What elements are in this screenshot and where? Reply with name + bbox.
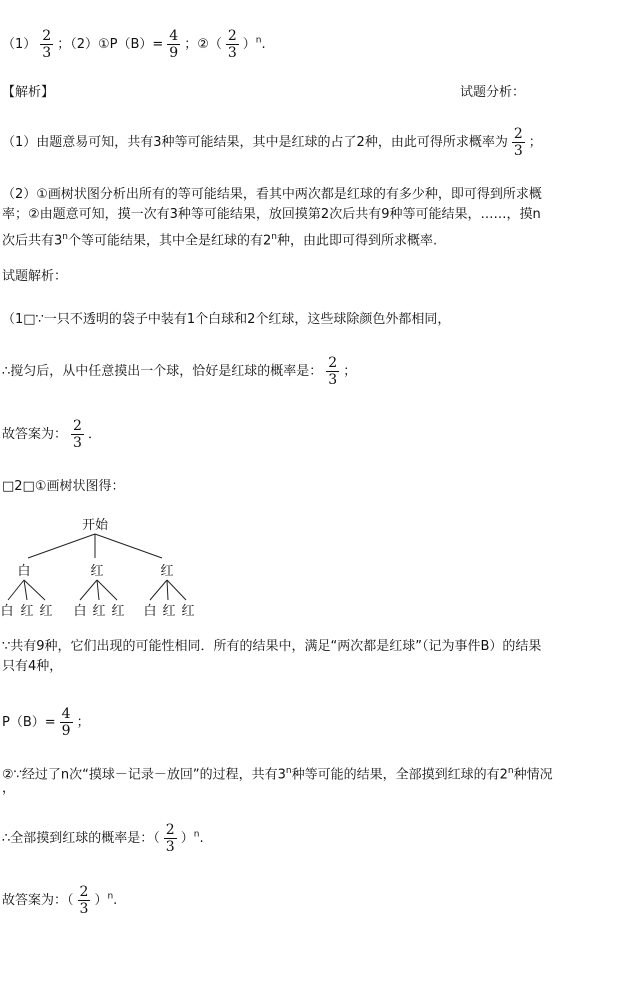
exponent: n — [271, 232, 277, 242]
solution-3-line-2: ， — [2, 781, 16, 796]
analysis-2-line-3a: 次后共有3 — [2, 233, 63, 249]
analysis-2-line-3 — [2, 228, 437, 250]
solution-1-line: （1□∵一只不透明的袋子中装有1个白球和2个红球，这些球除颜色外都相同， — [2, 312, 451, 327]
solution-2-text-line-2: 只有4种， — [2, 659, 63, 674]
answer-part2: ；（2）①P（B）= — [57, 37, 164, 52]
solution-3-line-1 — [2, 762, 553, 784]
exponent: n — [62, 232, 68, 242]
final-answer — [2, 884, 117, 917]
solution-1-answer-fraction — [71, 418, 84, 451]
answer-suffix: ． — [87, 427, 101, 442]
fraction-numerator: 2 — [513, 126, 523, 142]
solution-1-prob-suffix: ； — [343, 364, 357, 379]
answer-end: . — [261, 37, 266, 52]
tree-l2-node-5: 红 — [92, 604, 106, 619]
solution-3-probability — [2, 822, 204, 855]
fraction-numerator: 2 — [165, 822, 175, 838]
solution-label: 试题解析： — [2, 269, 68, 284]
branch-3-3 — [167, 580, 186, 600]
analysis-1-suffix: ； — [528, 135, 542, 150]
fraction-numerator: 4 — [169, 28, 179, 44]
analysis-1-fraction — [512, 126, 525, 159]
answer-part3: ；②（ — [184, 37, 222, 52]
branch-2-3 — [97, 580, 117, 600]
solution-3-line-1a: ②∵经过了n次“摸球－记录－放回”的过程，共有3 — [2, 767, 286, 783]
solution-3-prob-end: . — [199, 831, 204, 846]
solution-1-answer — [2, 418, 101, 451]
fraction-numerator: 2 — [79, 884, 89, 900]
answer-line — [2, 28, 266, 61]
exponent: n — [255, 35, 262, 46]
tree-l2-node-7: 白 — [143, 604, 157, 619]
fraction-denominator: 3 — [73, 435, 82, 451]
fraction-numerator: 2 — [227, 28, 237, 44]
tree-l2-node-3: 红 — [39, 604, 53, 619]
branch-2-1 — [80, 580, 97, 600]
exponent: n — [107, 891, 114, 902]
final-answer-suffix: ） — [94, 893, 108, 908]
fraction-denominator: 9 — [169, 45, 179, 61]
fraction-denominator: 3 — [165, 839, 175, 855]
pb-fraction — [60, 706, 73, 739]
answer-fraction-1 — [40, 28, 53, 61]
branch-root-1 — [28, 534, 95, 558]
fraction-numerator: 2 — [328, 355, 338, 371]
analysis-2-line-2: 率；②由题意可知，摸一次有3种等可能结果，放回摸第2次后共有9种等可能结果，……，摸n — [2, 207, 541, 222]
solution-3-prob-suffix: ） — [180, 831, 194, 846]
solution-1-prob-text: ∴搅匀后，从中任意摸出一个球，恰好是红球的概率是： — [2, 364, 323, 379]
fraction-denominator: 3 — [328, 372, 338, 388]
fraction-denominator: 3 — [42, 45, 52, 61]
analysis-1-text: （1）由题意易可知，共有3种等可能结果，其中是红球的占了2种，由此可得所求概率为 — [2, 135, 508, 150]
tree-l1-node-1: 白 — [17, 564, 31, 579]
analysis-2-line-3b: 个等可能结果，其中全是红球的有2 — [68, 233, 272, 249]
answer-part1: （1） — [2, 37, 37, 52]
tree-l1-node-2: 红 — [90, 564, 104, 579]
fraction-denominator: 9 — [61, 723, 71, 739]
answer-fraction-3 — [226, 28, 239, 61]
pb-prefix: P（B）= — [2, 715, 56, 730]
tree-l2-node-8: 红 — [162, 604, 176, 619]
answer-prefix: 故答案为： — [2, 427, 68, 442]
solution-3-prob-prefix: ∴全部摸到红球的概率是：（ — [2, 831, 160, 846]
fraction-denominator: 3 — [79, 901, 89, 917]
analysis-right-label: 试题分析： — [460, 85, 526, 100]
solution-3-line-1c: 种情况 — [513, 767, 553, 783]
branch-root-3 — [95, 534, 162, 558]
fraction-numerator: 2 — [42, 28, 52, 44]
final-answer-fraction — [78, 884, 91, 917]
branch-2-2 — [97, 580, 99, 600]
fraction-numerator: 2 — [73, 418, 82, 434]
analysis-point-1 — [2, 126, 542, 159]
tree-l2-node-2: 红 — [20, 604, 34, 619]
tree-diagram — [0, 510, 210, 622]
branch-3-1 — [150, 580, 167, 600]
solution-1-fraction — [326, 355, 339, 388]
tree-root: 开始 — [81, 518, 109, 533]
branch-1-3 — [24, 580, 45, 600]
branch-3-2 — [167, 580, 168, 600]
tree-l2-node-6: 红 — [111, 604, 125, 619]
solution-1-probability — [2, 355, 356, 388]
pb-suffix: ； — [76, 715, 90, 730]
tree-l2-node-9: 红 — [181, 604, 195, 619]
probability-b — [2, 706, 90, 739]
analysis-2-line-3c: 种，由此即可得到所求概率. — [277, 233, 438, 249]
tree-l2-node-4: 白 — [73, 604, 87, 619]
answer-fraction-2 — [167, 28, 180, 61]
branch-1-1 — [8, 580, 24, 600]
exponent: n — [193, 829, 200, 840]
tree-l2-node-1: 白 — [0, 604, 14, 619]
solution-3-line-1b: 种等可能的结果，全部摸到红球的有2 — [291, 767, 508, 783]
solution-2-header: □2□①画树状图得： — [2, 479, 125, 494]
tree-l1-node-3: 红 — [160, 564, 174, 579]
fraction-denominator: 3 — [513, 143, 523, 159]
fraction-numerator: 4 — [61, 706, 71, 722]
final-answer-prefix: 故答案为：（ — [2, 893, 74, 908]
exponent: n — [285, 766, 292, 776]
exponent: n — [507, 766, 514, 776]
solution-2-text-line-1: ∵共有9种，它们出现的可能性相同．所有的结果中，满足“两次都是红球”（记为事件B）的结果 — [2, 639, 542, 654]
answer-part4: ） — [242, 37, 256, 52]
solution-3-fraction — [164, 822, 177, 855]
analysis-2-line-1: （2）①画树状图分析出所有的等可能结果，看其中两次都是红球的有多少种，即可得到所求概 — [2, 187, 542, 202]
fraction-denominator: 3 — [227, 45, 237, 61]
final-answer-end: . — [113, 893, 118, 908]
analysis-label: 【解析】 — [2, 85, 55, 100]
